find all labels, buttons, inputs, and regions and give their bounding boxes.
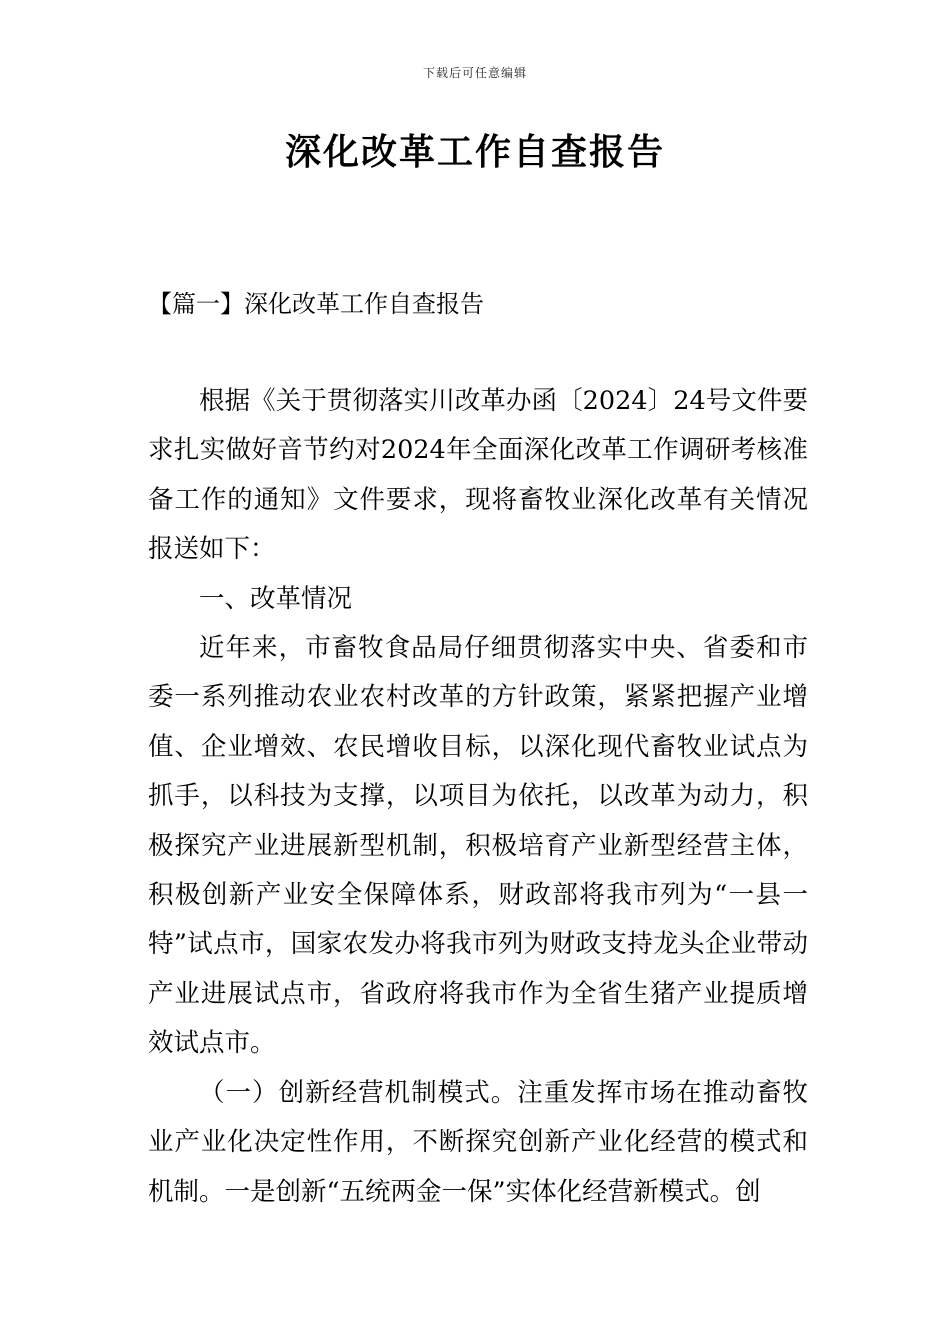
document-body: [148, 377, 808, 1217]
paragraph-reform-overview: 近年来，市畜牧食品局仔细贯彻落实中央、省委和市委一系列推动农业农村改革的方针政策，紧紧把握产业增值、企业增效、农民增收目标，以深化现代畜牧业试点为抓手，以科技为支撑，以项目为依托，以改革为动力，积极探究产业进展新型机制，积极培育产业新型经营主体，积极创新产业安全保障体系，财政部将我市列为“一县一特”试点市，国家农发办将我市列为财政支持龙头企业带动产业进展试点市，省政府将我市作为全省生猪产业提质增效试点市。: [148, 633, 808, 1059]
document-title: 深化改革工作自查报告: [284, 132, 665, 173]
paragraph-intro: 根据《关于贯彻落实川改革办函〔2024〕24号文件要求扎实做好音节约对2024年全面深化改革工作调研考核准备工作的通知》文件要求，现将畜牧业深化改革有关情况报送如下：: [148, 386, 808, 565]
paragraph-business-model: （一）创新经营机制模式。注重发挥市场在推动畜牧业产业化决定性作用，不断探究创新产业化经营的模式和机制。一是创新“五统两金一保”实体化经营新模式。创: [148, 1077, 808, 1207]
paragraph-heading-reform-status: 一、改革情况: [199, 583, 353, 614]
page-header-note: 下载后可任意编辑: [422, 66, 527, 80]
section-heading: 【篇一】深化改革工作自查报告: [148, 290, 484, 318]
